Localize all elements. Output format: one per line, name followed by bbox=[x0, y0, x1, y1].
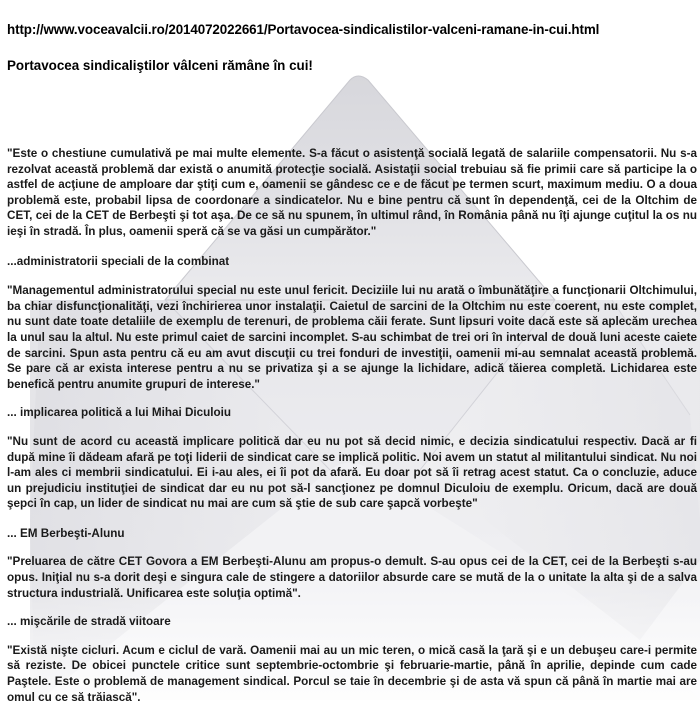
quote-paragraph-4: "Preluarea de către CET Govora a EM Berbeşti-Alunu am propus-o demult. S-au opus cei de la CET, cei de la Berbeşti s-au opus. Iniţial nu s-a dorit deşi e singura cale de stingere a datoriilor absurde care se mută de la o unitate la alta şi de a salva structura industrială. Unificarea este soluţia optimă". bbox=[7, 555, 697, 600]
section-heading-3: ... EM Berbeşti-Alunu bbox=[7, 526, 125, 540]
quote-paragraph-2: "Managementul administratorului special nu este unul fericit. Deciziile lui nu arată o îmbunătăţire a funcţionarii Oltchimului, ba chiar disfuncţionalităţi, vezi închirierea unor instalaţii. Caietul de sarcini de la Oltchim nu este coerent, nu este complet, nu sunt date toate detaliile de exemplu de terenuri, de problema căii ferate. Sunt lipsuri voite dacă este să aplecăm urechea la unul sau la altul. Nu este primul caiet de sarcini incomplet. S-au schimbat de trei ori în interval de două luni aceste caiete de sarcini. Spun asta pentru că eu am avut discuţii cu trei fonduri de investiţii, oamenii mi-au semnalat această problemă. Se pare că ar exista interese pentru a nu se privatiza şi a se ajunge la lichidare, adică tăierea completă. Lichidarea este benefică pentru anumite grupuri de interese." bbox=[7, 284, 697, 391]
quote-paragraph-3: "Nu sunt de acord cu această implicare politică dar eu nu pot să decid nimic, e decizia sindicatului respectiv. Dacă ar fi după mine îi dădeam afară pe toţi liderii de sindicat care se implică politic. Noi avem un statut al militantului sindicat. Nu noi l-am ales ci membrii sindicatului. Ei i-au ales, ei îi pot da afară. Eu doar pot să îi retrag acest statut. Ca o concluzie, aduce un prejudiciu instituţiei de sindicat dar eu nu pot să-l sancţionez pe domnul Diculoiu de exemplu. Oricum, dacă are două şepci în cap, un lider de sindicat nu mai are cum să ştie de sub care şapcă vorbeşte" bbox=[7, 434, 697, 511]
source-url: http://www.voceavalcii.ro/2014072022661/Portavocea-sindicalistilor-valceni-ramane-in-cui.html bbox=[7, 22, 600, 37]
article-body bbox=[7, 146, 697, 705]
section-heading-1: ...administratorii speciali de la combinat bbox=[7, 254, 230, 268]
section-heading-2: ... implicarea politică a lui Mihai Diculoiu bbox=[7, 406, 232, 420]
section-heading-4: ... mişcările de stradă viitoare bbox=[7, 615, 171, 629]
quote-paragraph-1: "Este o chestiune cumulativă pe mai multe elemente. S-a făcut o asistenţă socială legată de salariile compensatorii. Nu s-a rezolvat această problemă dar există o anumită protecţie socială. Asistaţii social trebuiau să fie primii care să participe la o astfel de acţiune de amploare dar ştiţi cum e, oamenii se gândesc ce e de făcut pe termen scurt, maximum mediu. O a doua problemă este, probabil lipsa de coordonare a sindicatelor. Nu e bine pentru că sunt în dependenţă, cei de la Oltchim de CET, cei de la CET de Berbeşti şi tot aşa. De ce să nu spunem, în ultimul rând, în România până nu îţi ajunge cuţitul la os nu ieşi în stradă. În plus, oamenii speră că se va găsi un cumpărător." bbox=[7, 147, 697, 238]
article-title: Portavocea sindicaliştilor vâlceni rămâne în cui! bbox=[7, 58, 313, 73]
quote-paragraph-5: "Există nişte cicluri. Acum e ciclul de vară. Oamenii mai au un mic teren, o mică casă la ţară şi e un debuşeu care-i permite să reziste. De obicei punctele critice sunt septembrie-octombrie şi februarie-martie, până în aprilie, depinde cum cade Paştele. Este o problemă de management sindical. Porcul se taie în decembrie şi de asta vă spun că până în martie mai are omul cu ce să trăiască". bbox=[7, 643, 697, 704]
